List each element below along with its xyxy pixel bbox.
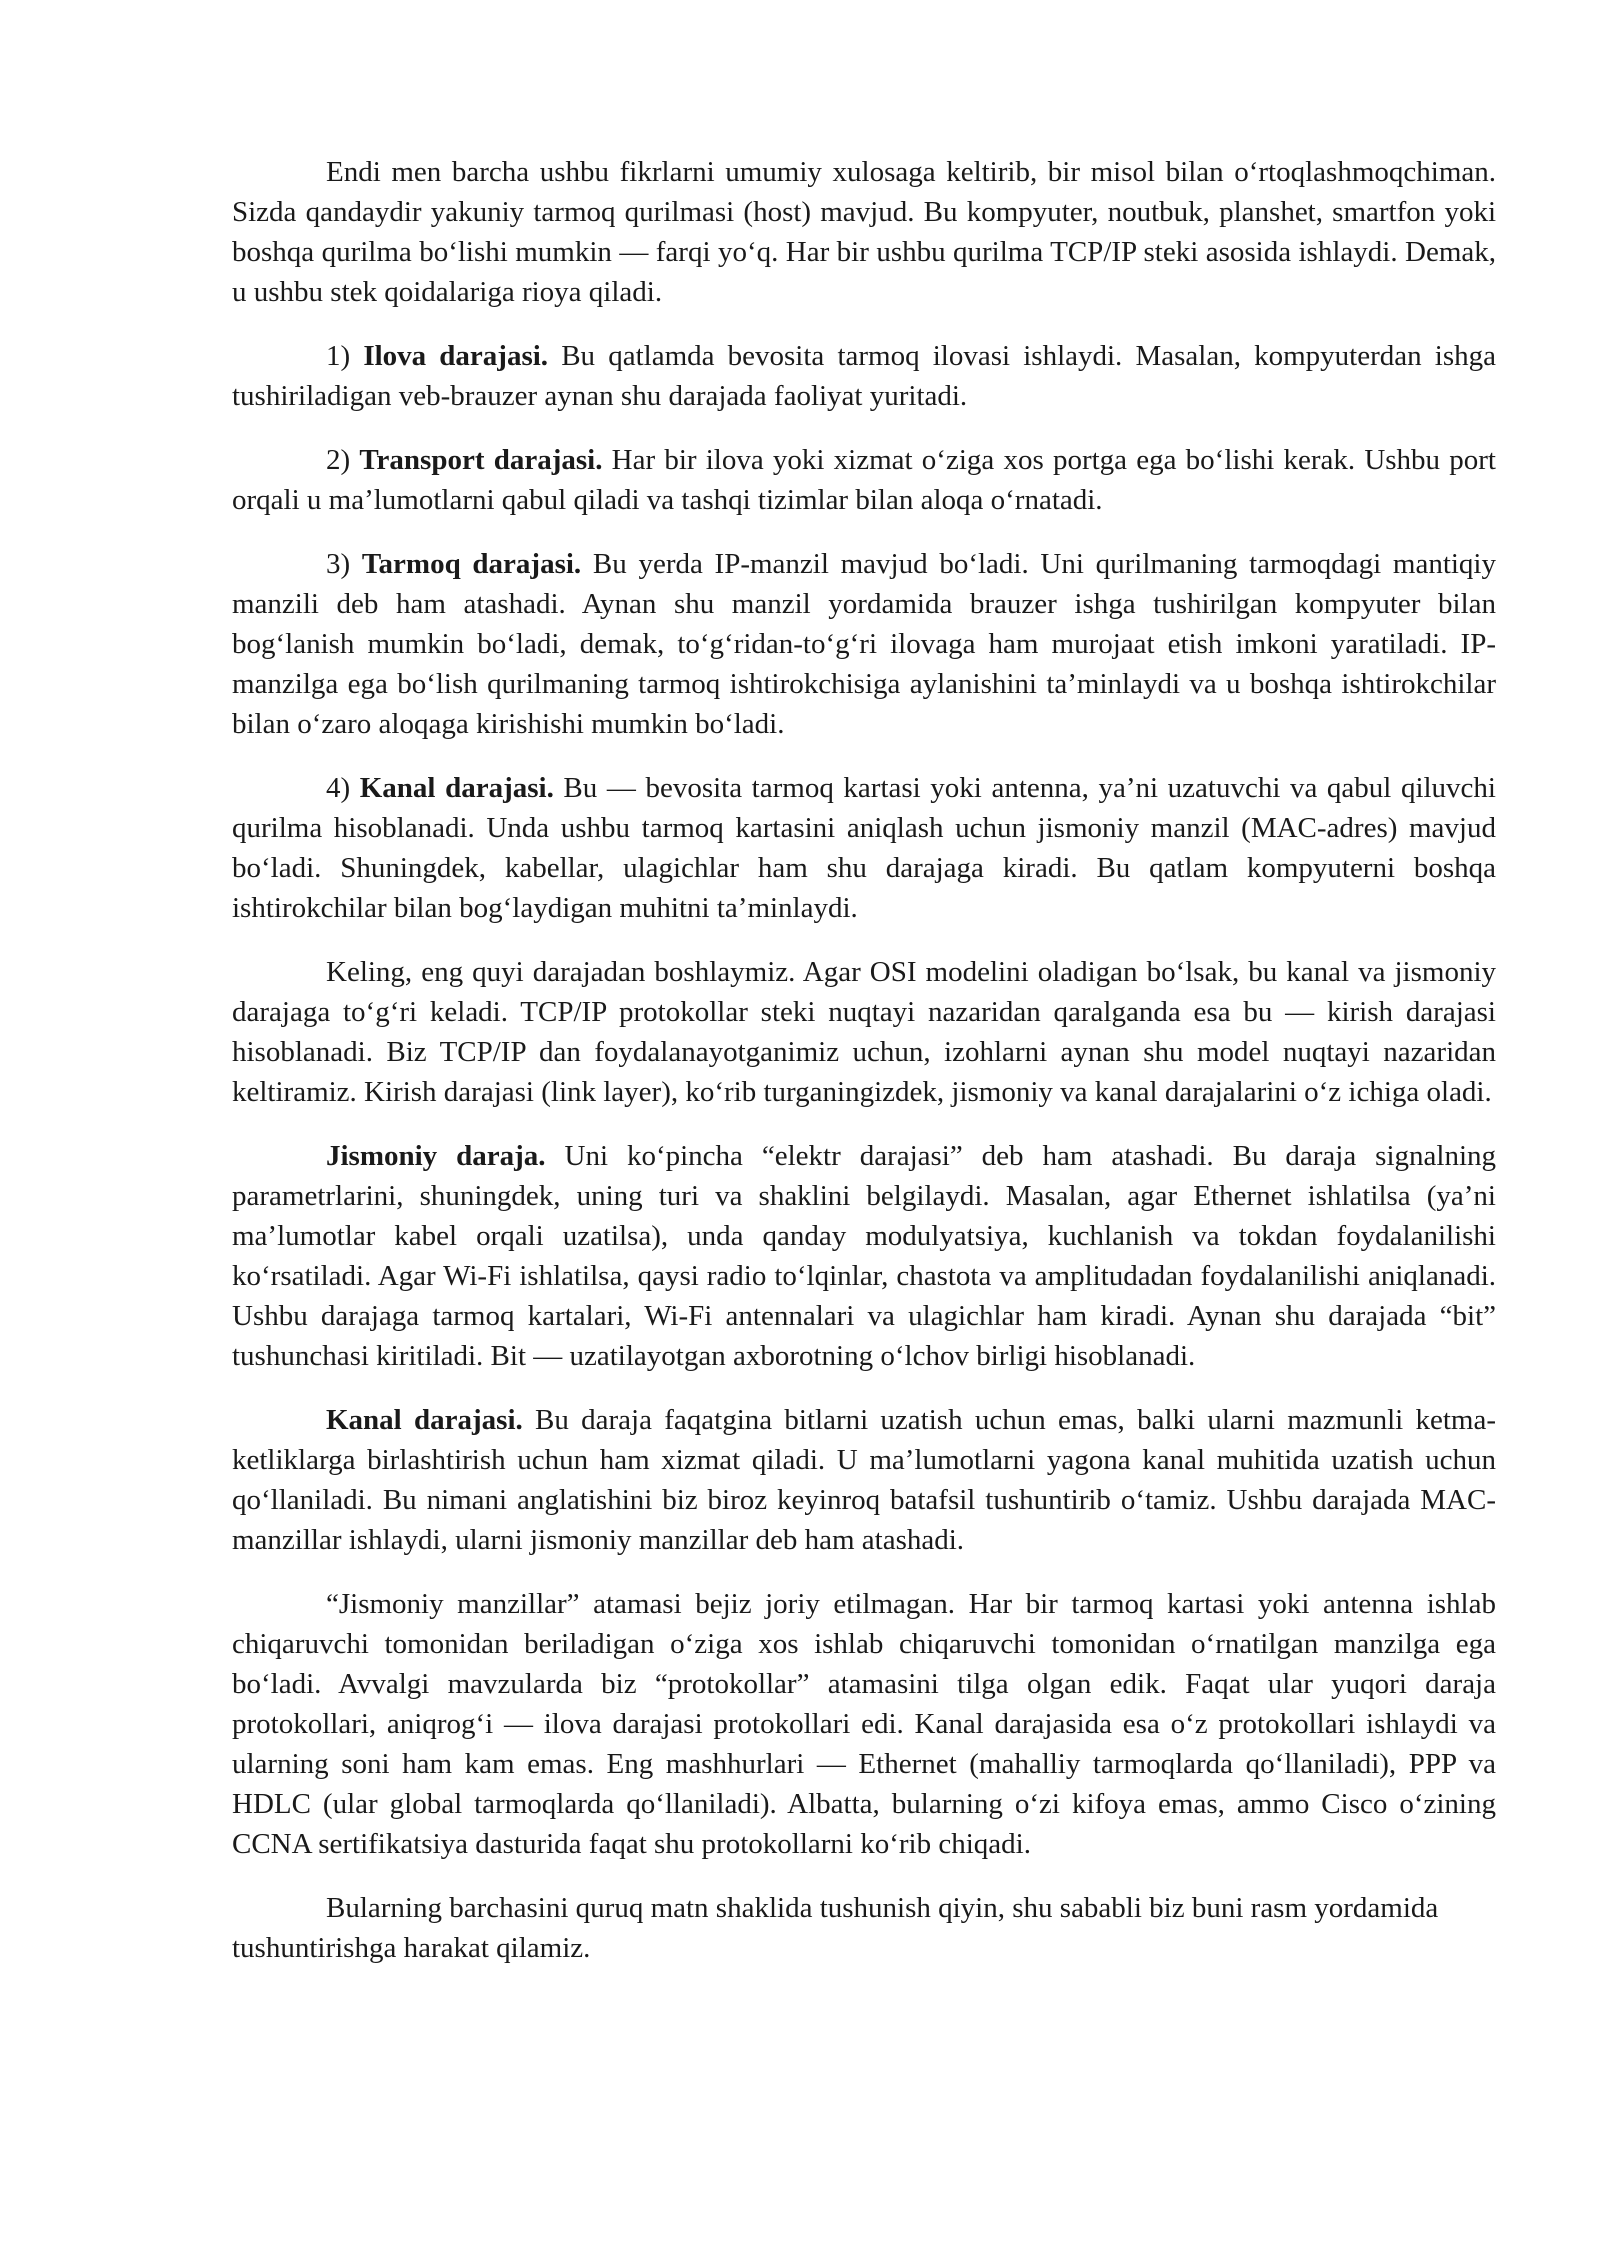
paragraph-heading: Tarmoq darajasi. — [361, 548, 582, 580]
paragraph-heading: Kanal darajasi. — [326, 1404, 523, 1436]
paragraph-conclusion — [232, 1888, 1496, 1968]
paragraph-application-layer — [232, 336, 1496, 416]
paragraph-text: Bu yerda IP-manzil mavjud bo‘ladi. Uni qurilmaning tarmoqdagi mantiqiy manzili deb ham atashadi. Aynan shu manzil yordamida brauzer ishga tushirilgan kompyuter bilan bog‘lanish mumkin bo‘ladi, demak, to‘g‘ridan-to‘g‘ri ilovaga ham murojaat etish imkoni yaratiladi. IP-manzilga ega bo‘lish qurilmaning tarmoq ishtirokchisiga aylanishini ta’minlaydi va u boshqa ishtirokchilar bilan o‘zaro aloqaga kirishishi mumkin bo‘ladi. — [232, 548, 1496, 740]
list-number: 1) — [326, 340, 364, 372]
paragraph-link-layer — [232, 768, 1496, 928]
list-number: 4) — [326, 772, 360, 804]
paragraph-heading: Ilova darajasi. — [363, 340, 549, 372]
paragraph-text: “Jismoniy manzillar” atamasi bejiz joriy etilmagan. Har bir tarmoq kartasi yoki antenna ishlab chiqaruvchi tomonidan beriladigan o‘ziga xos ishlab chiqaruvchi tomonidan o‘rnatilgan manzilga ega bo‘ladi. Avvalgi mavzularda biz “protokollar” atamasini tilga olgan edik. Faqat ular yuqori daraja protokollari, aniqrog‘i — ilova darajasi protokollari edi. Kanal darajasida esa o‘z protokollari ishlaydi va ularning soni ham kam emas. Eng mashhurlari — Ethernet (mahalliy tarmoqlarda qo‘llaniladi), PPP va HDLC (ular global tarmoqlarda qo‘llaniladi). Albatta, bularning o‘zi kifoya emas, ammo Cisco o‘zining CCNA sertifikatsiya dasturida faqat shu protokollarni ko‘rib chiqadi. — [232, 1588, 1496, 1860]
paragraph-data-link-layer — [232, 1400, 1496, 1560]
paragraph-heading: Transport darajasi. — [359, 444, 603, 476]
paragraph-heading: Kanal darajasi. — [359, 772, 554, 804]
document-page — [232, 152, 1496, 1992]
paragraph-transport-layer — [232, 440, 1496, 520]
list-number: 2) — [326, 444, 360, 476]
paragraph-text: Endi men barcha ushbu fikrlarni umumiy xulosaga keltirib, bir misol bilan o‘rtoqlashmoqchiman. Sizda qandaydir yakuniy tarmoq qurilmasi (host) mavjud. Bu kompyuter, noutbuk, planshet, smartfon yoki boshqa qurilma bo‘lishi mumkin — farqi yo‘q. Har bir ushbu qurilma TCP/IP steki asosida ishlaydi. Demak, u ushbu stek qoidalariga rioya qiladi. — [232, 156, 1496, 308]
paragraph-text: Uni ko‘pincha “elektr darajasi” deb ham atashadi. Bu daraja signalning parametrlarini, shuningdek, uning turi va shaklini belgilaydi. Masalan, agar Ethernet ishlatilsa (ya’ni ma’lumotlar kabel orqali uzatilsa), unda qanday modulyatsiya, kuchlanish va tokdan foydalanilishi ko‘rsatiladi. Agar Wi-Fi ishlatilsa, qaysi radio to‘lqinlar, chastota va amplitudadan foydalanilishi aniqlanadi. Ushbu darajaga tarmoq kartalari, Wi-Fi antennalari va ulagichlar ham kiradi. Aynan shu darajada “bit” tushunchasi kiritiladi. Bit — uzatilayotgan axborotning o‘lchov birligi hisoblanadi. — [232, 1140, 1497, 1372]
paragraph-text: Keling, eng quyi darajadan boshlaymiz. Agar OSI modelini oladigan bo‘lsak, bu kanal va jismoniy darajaga to‘g‘ri keladi. TCP/IP protokollar steki nuqtayi nazaridan qaralganda esa bu — kirish darajasi hisoblanadi. Biz TCP/IP dan foydalanayotganimiz uchun, izohlarni aynan shu model nuqtayi nazaridan keltiramiz. Kirish darajasi (link layer), ko‘rib turganingizdek, jismoniy va kanal darajalarini o‘z ichiga oladi. — [232, 956, 1496, 1108]
paragraph-heading: Jismoniy daraja. — [326, 1140, 546, 1172]
paragraph-text: Bu — bevosita tarmoq kartasi yoki antenna, ya’ni uzatuvchi va qabul qiluvchi qurilma hisoblanadi. Unda ushbu tarmoq kartasini aniqlash uchun jismoniy manzil (MAC-adres) mavjud bo‘ladi. Shuningdek, kabellar, ulagichlar ham shu darajaga kiradi. Bu qatlam kompyuterni boshqa ishtirokchilar bilan bog‘laydigan muhitni ta’minlaydi. — [232, 772, 1496, 924]
paragraph-physical-layer — [232, 1136, 1496, 1376]
paragraph-physical-addresses — [232, 1584, 1496, 1864]
paragraph-text: Har bir ilova yoki xizmat o‘ziga xos portga ega bo‘lishi kerak. Ushbu port orqali u ma’lumotlarni qabul qiladi va tashqi tizimlar bilan aloqa o‘rnatadi. — [232, 444, 1496, 516]
paragraph-text: Bularning barchasini quruq matn shaklida tushunish qiyin, shu sababli biz buni rasm yordamida tushuntirishga harakat qilamiz. — [232, 1892, 1439, 1964]
paragraph-text: Bu qatlamda bevosita tarmoq ilovasi ishlaydi. Masalan, kompyuterdan ishga tushiriladigan veb-brauzer aynan shu darajada faoliyat yuritadi. — [232, 340, 1496, 412]
paragraph-text: Bu daraja faqatgina bitlarni uzatish uchun emas, balki ularni mazmunli ketma-ketliklarga birlashtirish uchun ham xizmat qiladi. U ma’lumotlarni yagona kanal muhitida uzatish uchun qo‘llaniladi. Bu nimani anglatishini biz biroz keyinroq batafsil tushuntirib o‘tamiz. Ushbu darajada MAC-manzillar ishlaydi, ularni jismoniy manzillar deb ham atashadi. — [232, 1404, 1496, 1556]
paragraph-intro — [232, 152, 1496, 312]
paragraph-network-layer — [232, 544, 1496, 744]
list-number: 3) — [326, 548, 362, 580]
paragraph-lowest-level — [232, 952, 1496, 1112]
